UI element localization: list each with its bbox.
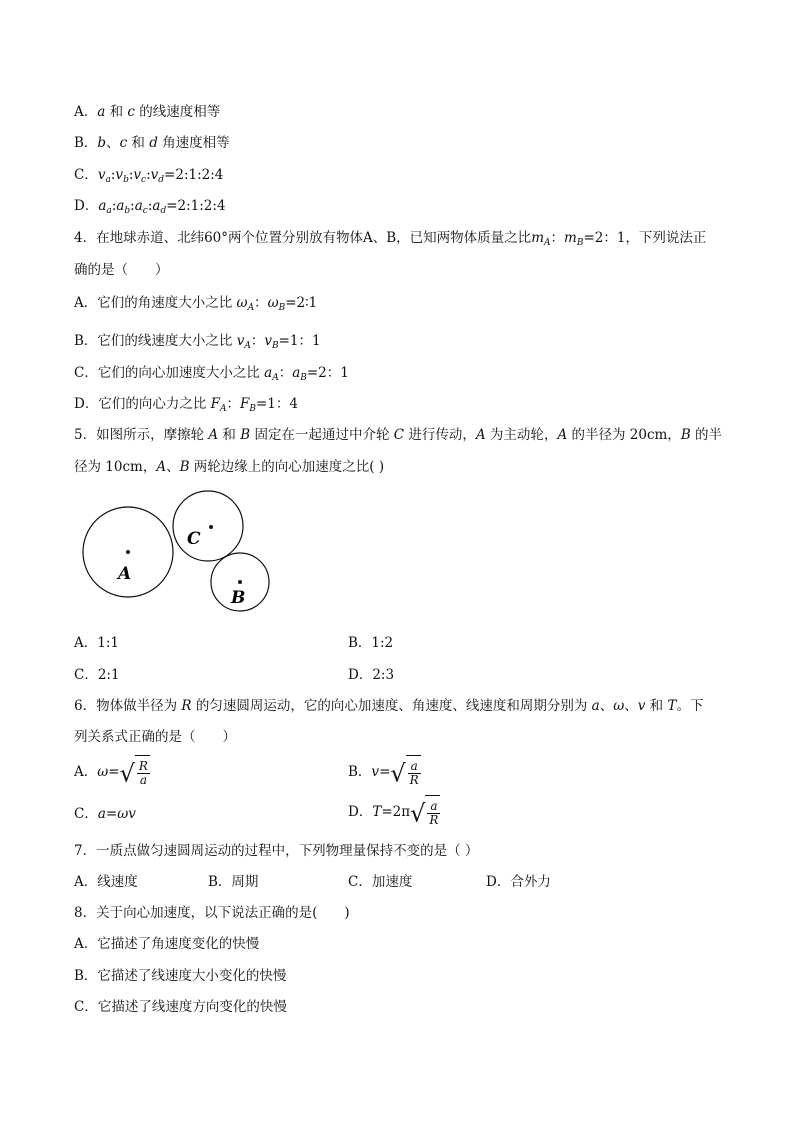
q6-stem-line2: 列关系式正确的是（ ） xyxy=(74,729,236,745)
q4-option-a: A．它们的角速度大小之比 $\omega_A$：$\omega_B=2∶1$ xyxy=(74,295,318,313)
q4-option-c: C．它们的向心加速度大小之比 $a_A$：$a_B=2$：1 xyxy=(74,365,349,383)
wheel-a-label: A xyxy=(118,564,132,584)
q3-option-a: A．a 和 c 的线速度相等 xyxy=(74,104,221,120)
q4-option-b: B．它们的线速度大小之比 $v_A$：$v_B=1$：1 xyxy=(74,333,321,351)
wheel-c-label: C xyxy=(187,529,201,549)
q6-option-c: C．a=ωv xyxy=(74,806,136,822)
q5-option-c: C．2:1 xyxy=(74,667,120,683)
q8-option-c: C．它描述了线速度方向变化的快慢 xyxy=(74,999,287,1015)
q7-stem: 7．一质点做匀速圆周运动的过程中，下列物理量保持不变的是（ ） xyxy=(74,843,479,859)
q3-option-b: B．b、c 和 d 角速度相等 xyxy=(74,135,230,151)
q8-option-a: A．它描述了角速度变化的快慢 xyxy=(74,936,260,952)
q3-option-c: C．$v_a:v_b:v_c:v_d=2:1:2:4$ xyxy=(74,167,224,185)
q8-option-b: B．它描述了线速度大小变化的快慢 xyxy=(74,968,287,984)
q3-option-d: D．$a_a:a_b:a_c:a_d=2:1:2:4$ xyxy=(74,198,226,216)
q6-option-d: D．T=2π√ $\frac{a}{R}$ xyxy=(348,795,440,830)
q5-option-b: B．1:2 xyxy=(348,635,394,651)
q8-stem: 8．关于向心加速度，以下说法正确的是( ) xyxy=(74,905,350,921)
q5-option-d: D．2:3 xyxy=(348,667,395,683)
wheel-c-center xyxy=(209,525,213,529)
friction-wheels-figure xyxy=(74,486,284,618)
q4-option-d: D．它们的向心力之比 $F_A$：$F_B=1$：4 xyxy=(74,396,298,414)
q7-option-a: A．线速度 xyxy=(74,874,138,890)
q4-stem-line1: 4．在地球赤道、北纬60°两个位置分别放有物体A、B，已知两物体质量之比$m_A$：$m_B=2$：1，下列说法正 xyxy=(74,230,707,248)
q5-option-a: A．1:1 xyxy=(74,635,119,651)
wheel-b-label: B xyxy=(231,588,246,608)
q7-option-d: D．合外力 xyxy=(486,874,551,890)
wheel-c xyxy=(173,491,243,561)
q5-stem-line2: 径为 10cm，A、B 两轮边缘上的向心加速度之比( ) xyxy=(74,459,385,475)
wheel-a-center xyxy=(126,550,130,554)
q6-option-b: B．v=√ $\frac{a}{R}$ xyxy=(348,755,421,790)
q6-stem-line1: 6．物体做半径为 R 的匀速圆周运动，它的向心加速度、角速度、线速度和周期分别为 a、ω、v 和 T。下 xyxy=(74,698,704,714)
q6-option-a: A．ω=√ $\frac{R}{a}$ xyxy=(74,755,150,790)
q4-stem-line2: 确的是（ ） xyxy=(74,262,169,278)
q5-stem-line1: 5．如图所示，摩擦轮 A 和 B 固定在一起通过中介轮 C 进行传动，A 为主动轮，A 的半径为 20cm，B 的半 xyxy=(74,427,723,443)
q7-option-b: B．周期 xyxy=(208,874,259,890)
q7-option-c: C．加速度 xyxy=(348,874,413,890)
wheel-b-center xyxy=(238,580,242,584)
